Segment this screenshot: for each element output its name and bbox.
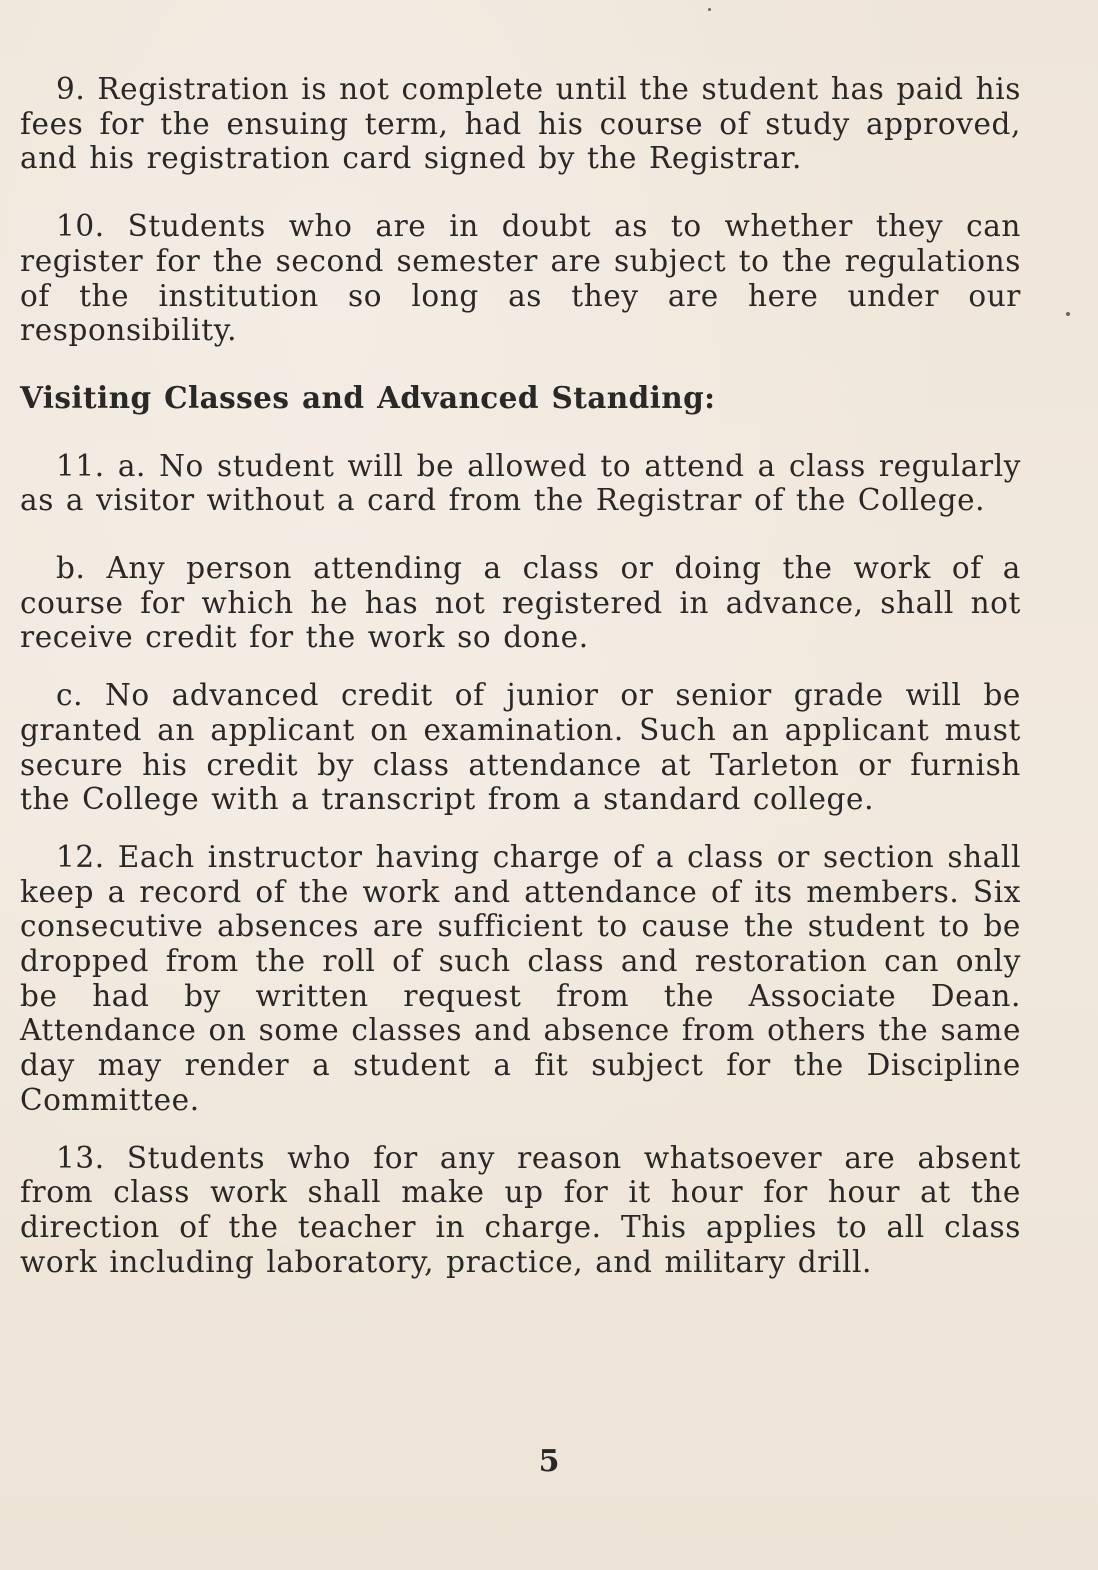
page-body [20,72,1021,1279]
page-number: 5 [538,1444,560,1479]
paragraph-11a: 11. a. No student will be allowed to attend a class regularly as a visitor without a card from the Registrar of the College. [20,448,1021,518]
paragraph-11c: c. No advanced credit of junior or senior grade will be granted an applicant on examination. Such an applicant must secure his credit by class attendance at Tarleton or furnish the College with a transcript from a standard college. [20,678,1021,817]
paragraph-11b: b. Any person attending a class or doing the work of a course for which he has not registered in advance, shall not receive credit for the work so done. [20,551,1021,655]
paragraph-13: 13. Students who for any reason whatsoever are absent from class work shall make up for it hour for hour at the direction of the teacher in charge. This applies to all class work including laboratory, practice, and military drill. [20,1140,1021,1279]
paragraph-12: 12. Each instructor having charge of a class or section shall keep a record of the work and attendance of its members. Six consecutive absences are sufficient to cause the student to be dropped from the roll of such class and restoration can only be had by written request from the Associate Dean. Attendance on some classes and absence from others the same day may render a student a fit subject for the Discipline Committee. [20,839,1021,1117]
paragraph-9: 9. Registration is not complete until the student has paid his fees for the ensuing term, had his course of study approved, and his registration card signed by the Registrar. [20,72,1021,176]
section-heading: Visiting Classes and Advanced Standing: [20,379,716,415]
paragraph-10: 10. Students who are in doubt as to whether they can register for the second semester are subject to the regulations of the institution so long as they are here under our responsibility. [20,209,1021,348]
paper-speck [708,8,711,11]
paper-speck [1066,312,1070,316]
